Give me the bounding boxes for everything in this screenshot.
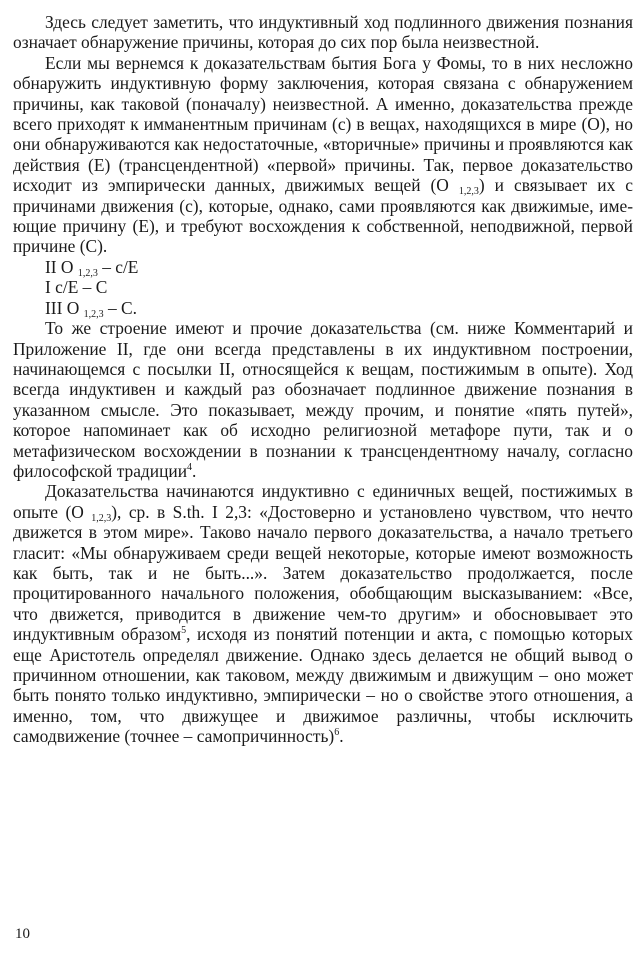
page-number: 10: [15, 926, 30, 942]
footnote-ref-4: 4: [187, 461, 192, 473]
formula-3-pre: III O: [45, 297, 84, 318]
paragraph-2-text-a: Если мы вернемся к доказательствам бытия Бога у Фомы, то в них несложно обнаружить индуктивную форму заключения, которая связана с обнаружением причины, как таковой (поначалу) неизвестной. А именно, доказательства прежде всего приходят к имманентным причинам (с) в вещах, находящихся в мире (О), но они обнаруживаются как недостаточные, «вторичные» причины и проявляются как действия (Е) (трансцендентной) «первой» причины. Так, первое доказательство исходит из эмпирически данных, движимых вещей (О: [13, 52, 633, 196]
paragraph-1: Здесь следует заметить, что индуктивный ход подлинного движения познания означает обнаружение причины, которая до сих пор была неизвестной.: [13, 12, 633, 53]
syllogism-formulas: [13, 257, 633, 318]
formula-3-subscript: 1,2,3: [83, 308, 104, 320]
subscript-index: 1,2,3: [458, 186, 479, 198]
body-text: [13, 12, 633, 747]
formula-1-pre: II O: [45, 256, 78, 277]
formula-line-2: I c/E – C: [45, 277, 108, 298]
formula-line-1: [45, 257, 633, 277]
book-page: [13, 12, 633, 747]
paragraph-4-text-b: ), ср. в S.th. I 2,3: «Достоверно и установлено чувством, что нечто движется в этом мире». Таково начало первого доказательства, а начало третьего гласит: «Мы обнаруживаем среди вещей некоторые, которые имеют возможность как быть, так и не быть...». Затем доказательство продолжается, после процитированного начального положения, обобщающим высказыванием: «Все, что движется, приводится в движение чем-то другим» и обосновывает это индуктивным образом: [13, 501, 633, 645]
formula-1-subscript: 1,2,3: [77, 267, 98, 279]
formula-1-post: – c/E: [97, 256, 139, 277]
paragraph-3: [13, 318, 633, 481]
formula-3-post: – C.: [103, 297, 137, 318]
paragraph-4: [13, 481, 633, 746]
paragraph-2: [13, 53, 633, 257]
paragraph-3-text-b: .: [192, 460, 197, 481]
paragraph-4-text-d: .: [339, 726, 344, 747]
subscript-index: 1,2,3: [91, 512, 112, 524]
footnote-ref-5: 5: [181, 625, 187, 637]
paragraph-3-text-a: То же строение имеют и прочие доказательства (см. ниже Комментарий и Приложение II, где они всегда представлены в их индуктивном построении, начинающемся с посылки II, относящейся к вещам, постижимым в опыте). Ход всегда индуктивен и каждый раз обозначает подлинное движение познания в указанном смысле. Это показывает, между прочим, и понятие «пять путей», которое напоминает как об исходно религиозной метафоре пути, так и о метафизическом восхождении в познании к трансцендентному началу, согласно философской традиции: [13, 318, 633, 481]
paragraph-2-text-b: ) и связывает их с причинами движения (с), которые, однако, сами проявляются как движимые, имеющие причину (Е), и требуют восхождения к собственной, неподвижной, первой причине (С).: [13, 175, 633, 257]
paragraph-4-text-a: Доказательства начинаются индуктивно с единичных вещей, постижимых в опыте (О: [13, 481, 633, 522]
footnote-ref-6: 6: [334, 727, 340, 739]
paragraph-4-text-c: , исходя из понятий потенции и акта, с помощью которых еще Аристотель определял движение. Однако здесь делается не общий вывод о причинном отношении, как таковом, между движимым и движущим – оно может быть понято только индуктивно, эмпирически – но о свойстве этого отношения, а именно, том, что движущее и движимое различны, чтобы исключить самодвижение (точнее – самопричинность): [13, 624, 634, 747]
formula-line-3: [45, 298, 633, 318]
